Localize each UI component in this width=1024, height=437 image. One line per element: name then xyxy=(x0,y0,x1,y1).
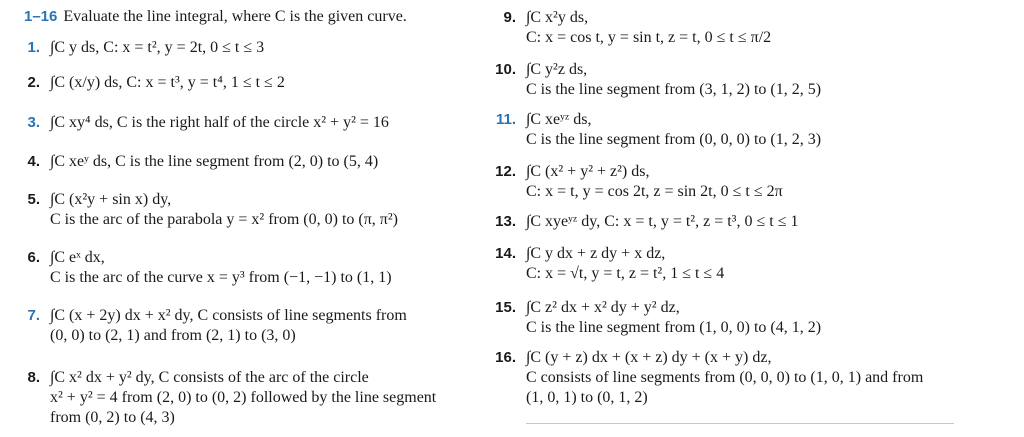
exercise-range: 1–16 xyxy=(24,8,58,25)
exercise-number: 7. xyxy=(27,307,40,324)
exercise-number: 5. xyxy=(27,191,40,208)
exercise-number: 16. xyxy=(495,349,516,366)
exercise-condition: C: x = t, y = cos 2t, z = sin 2t, 0 ≤ t ≤ 2π xyxy=(526,183,783,200)
exercise-number: 12. xyxy=(495,163,516,180)
exercise-13 xyxy=(526,212,798,232)
exercise-number: 3. xyxy=(27,114,40,131)
exercise-condition: C is the line segment from (1, 0, 0) to (4, 1, 2) xyxy=(526,319,822,336)
exercise-15 xyxy=(526,298,821,338)
exercise-condition: C: x = √t, y = t, z = t², 1 ≤ t ≤ 4 xyxy=(526,265,725,282)
exercise-integral: ∫C (x² + y² + z²) ds, xyxy=(526,163,650,180)
exercise-number: 6. xyxy=(27,249,40,266)
exercise-condition: (1, 0, 1) to (0, 1, 2) xyxy=(526,389,648,406)
exercise-integral: ∫C xyeʸᶻ dy, C: x = t, y = t², z = t³, 0 ≤ t ≤ 1 xyxy=(526,213,799,230)
exercise-integral: ∫C xeʸᶻ ds, xyxy=(526,111,592,128)
exercise-integral: ∫C y²z ds, xyxy=(526,61,588,78)
exercise-condition: C: x = cos t, y = sin t, z = t, 0 ≤ t ≤ π/2 xyxy=(526,29,772,46)
exercise-16 xyxy=(526,348,923,408)
exercise-integral: ∫C z² dx + x² dy + y² dz, xyxy=(526,299,680,316)
exercise-number: 9. xyxy=(503,9,516,26)
exercise-2 xyxy=(50,73,285,93)
bottom-rule xyxy=(526,423,954,424)
exercise-integral: ∫C xy⁴ ds, C is the right half of the circle x² + y² = 16 xyxy=(50,114,389,131)
exercise-integral: ∫C (x + 2y) dx + x² dy, C consists of line segments from xyxy=(50,307,407,324)
exercise-number: 8. xyxy=(27,369,40,386)
exercise-number: 11. xyxy=(495,111,516,128)
exercise-3 xyxy=(50,113,389,133)
exercise-number: 15. xyxy=(495,299,516,316)
exercise-9 xyxy=(526,8,771,48)
heading-text: Evaluate the line integral, where C is the given curve. xyxy=(63,8,407,25)
exercise-integral: ∫C y ds, C: x = t², y = 2t, 0 ≤ t ≤ 3 xyxy=(50,39,265,56)
exercise-number: 10. xyxy=(495,61,516,78)
exercise-4 xyxy=(50,152,378,172)
exercise-14 xyxy=(526,244,724,284)
exercise-number: 4. xyxy=(27,153,40,170)
exercise-condition: C is the line segment from (0, 0, 0) to (1, 2, 3) xyxy=(526,131,822,148)
exercise-condition: C is the arc of the curve x = y³ from (−1, −1) to (1, 1) xyxy=(50,269,392,286)
section-heading xyxy=(24,8,407,26)
exercise-integral: ∫C x² dx + y² dy, C consists of the arc of the circle xyxy=(50,369,369,386)
exercise-8 xyxy=(50,368,436,428)
exercise-condition: C is the line segment from (3, 1, 2) to (1, 2, 5) xyxy=(526,81,822,98)
exercise-integral: ∫C (x/y) ds, C: x = t³, y = t⁴, 1 ≤ t ≤ 2 xyxy=(50,74,285,91)
exercise-11 xyxy=(526,110,821,150)
exercise-12 xyxy=(526,162,783,202)
exercise-integral: ∫C y dx + z dy + x dz, xyxy=(526,245,666,262)
exercise-condition: C consists of line segments from (0, 0, 0) to (1, 0, 1) and from xyxy=(526,369,924,386)
exercise-5 xyxy=(50,190,398,230)
exercise-condition: (0, 0) to (2, 1) and from (2, 1) to (3, 0) xyxy=(50,327,296,344)
exercise-number: 2. xyxy=(27,74,40,91)
exercise-condition: x² + y² = 4 from (2, 0) to (0, 2) followed by the line segment xyxy=(50,389,437,406)
exercise-integral: ∫C (y + z) dx + (x + z) dy + (x + y) dz, xyxy=(526,349,772,366)
exercise-1 xyxy=(50,38,264,58)
exercise-7 xyxy=(50,306,407,346)
exercise-condition: C is the arc of the parabola y = x² from (0, 0) to (π, π²) xyxy=(50,211,399,228)
exercise-integral: ∫C x²y ds, xyxy=(526,9,589,26)
exercise-condition: from (0, 2) to (4, 3) xyxy=(50,409,175,426)
exercise-integral: ∫C xeʸ ds, C is the line segment from (2, 0) to (5, 4) xyxy=(50,153,379,170)
exercise-integral: ∫C eˣ dx, xyxy=(50,249,105,266)
exercise-10 xyxy=(526,60,821,100)
exercise-number: 14. xyxy=(495,245,516,262)
exercise-integral: ∫C (x²y + sin x) dy, xyxy=(50,191,172,208)
exercise-6 xyxy=(50,248,392,288)
exercise-number: 13. xyxy=(495,213,516,230)
exercise-number: 1. xyxy=(27,39,40,56)
